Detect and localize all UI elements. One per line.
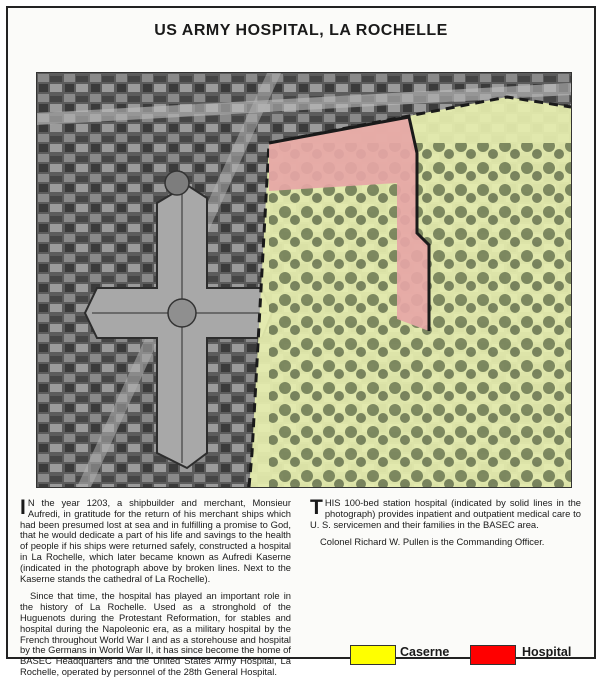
map-legend: [350, 642, 590, 664]
document-page: [6, 6, 596, 677]
paragraph: Colonel Richard W. Pullen is the Commanding Officer.: [320, 536, 545, 548]
caserne-swatch: [350, 645, 396, 665]
paragraph: [310, 498, 581, 530]
paragraph-text: HIS 100-bed station hospital (indicated by solid lines in the photograph) provides inpatient and outpatient medical care to U. S. servicemen and their families in the BASEC area.: [310, 497, 581, 530]
drop-cap: I: [20, 496, 26, 519]
hospital-legend-label: Hospital: [522, 645, 572, 659]
caserne-legend-label: Caserne: [400, 645, 450, 659]
column-right: [310, 498, 581, 555]
hospital-swatch: [470, 645, 516, 665]
paragraph-text: N the year 1203, a shipbuilder and merchant, Monsieur Aufredi, in gratitude for the return of his merchant ships which had been presumed lost at sea and in fulfilling a promise to God, that he would dedicate a part of his life and savings to the health of people if his ships were returned safely, constructed a hospital in La Rochelle, which later became known as Aufredi Kaserne (indicated in the photograph above by broken lines. Next to the Kaserne stands the cathedral of La Rochelle).: [20, 497, 291, 584]
aerial-photo-graphic: [37, 73, 571, 487]
drop-cap: T: [310, 496, 323, 519]
page-title: US ARMY HOSPITAL, LA ROCHELLE: [154, 22, 448, 39]
paragraph: Since that time, the hospital has played an important role in the history of La Rochelle. Used as a stronghold of the Huguenots during the Protestant Reformation, for stables and hospital during the Napoleonic era, as a military hospital by the French throughout World War I and as a storehouse and hospital by the Germans in World War II, it has since become the home of BASEC Headquarters and the United States Army Hospital, La Rochelle, operated by personnel of the 28th General Hospital.: [20, 590, 291, 677]
paragraph: [20, 498, 291, 584]
column-left: [20, 498, 291, 685]
aerial-photograph: [36, 72, 572, 488]
